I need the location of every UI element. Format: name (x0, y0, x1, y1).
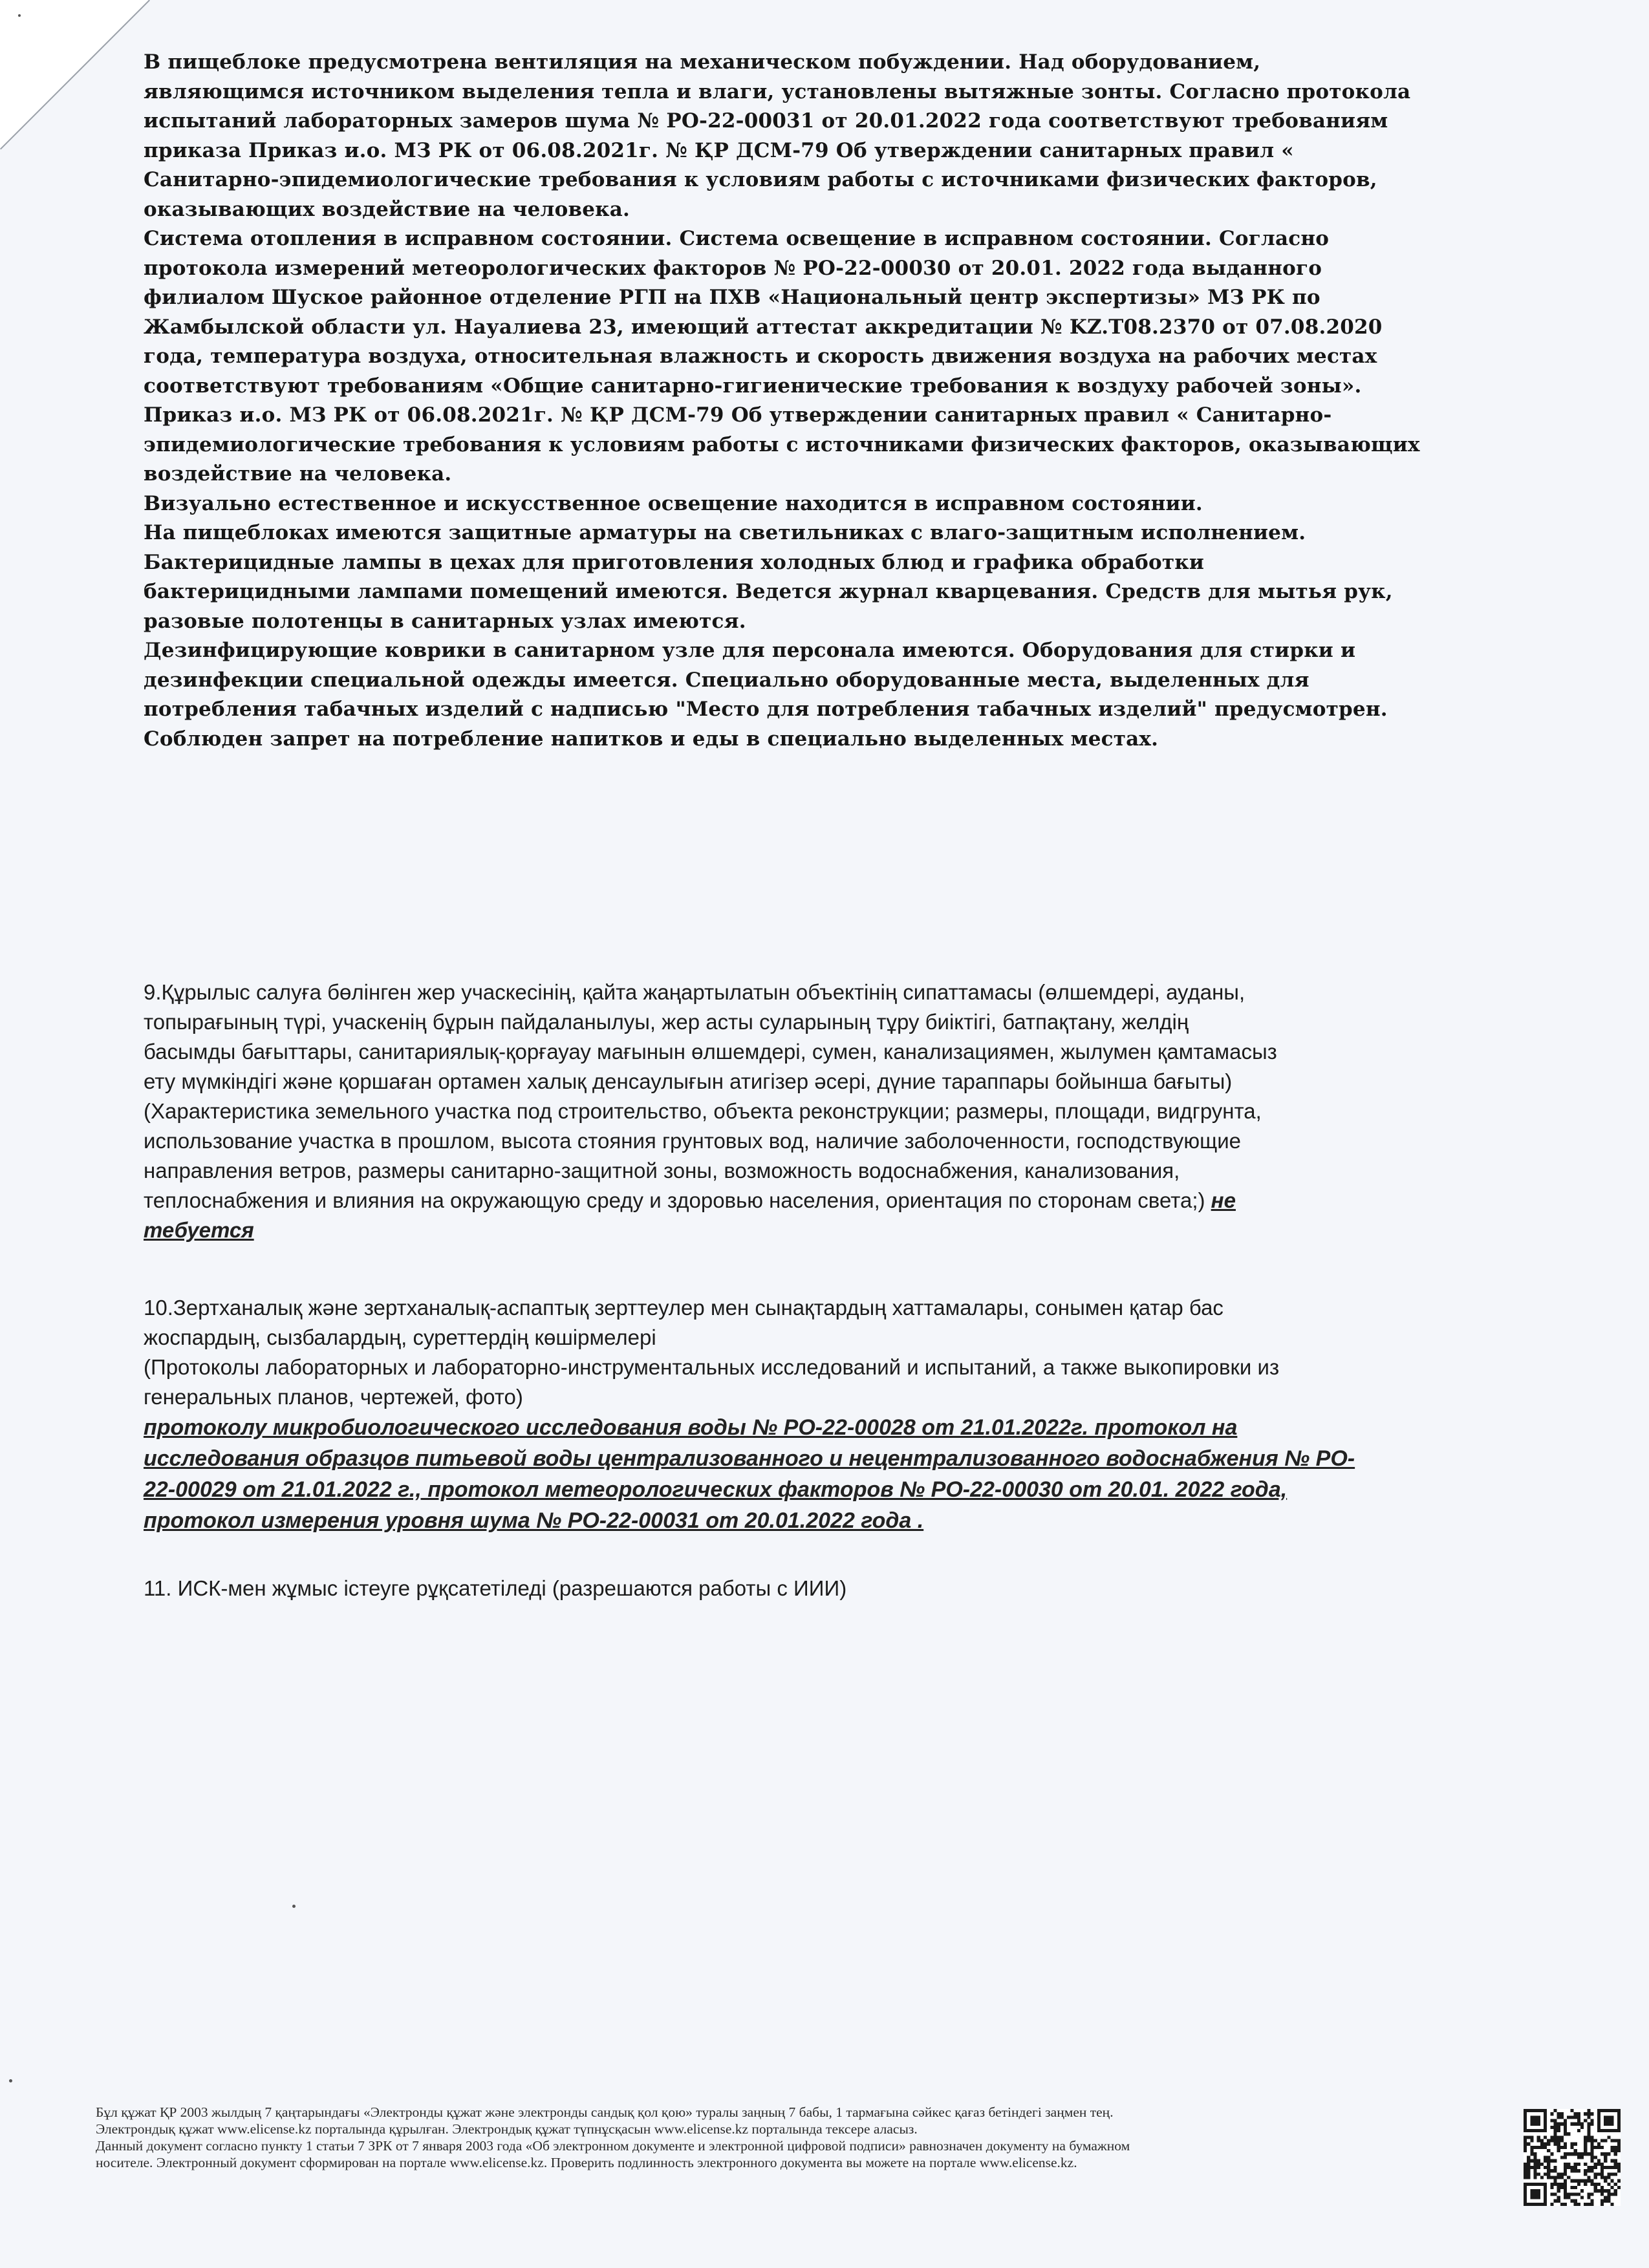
text-line: Дезинфицирующие коврики в санитарном узле для персонала имеются. Оборудования для стирки и (144, 639, 1356, 662)
scan-speck (9, 2079, 12, 2082)
text-line: потребления табачных изделий с надписью "Место для потребления табачных изделий" предусмотрен. (144, 698, 1388, 721)
text-line: (Протоколы лабораторных и лабораторно-инструментальных исследований и испытаний, а также выкопировки из (144, 1355, 1280, 1379)
text-line: топырағының түрі, учаскенің бұрын пайдаланылуы, жер асты суларының тұру биіктігі, батпақтану, желдің (144, 1010, 1189, 1034)
text-segment: теплоснабжения и влияния на окружающую среду и здоровью населения, ориентация по сторонам света;) (144, 1188, 1205, 1212)
text-line: испытаний лабораторных замеров шума № РО-22-00031 от 20.01.2022 года соответствуют требованиям (144, 109, 1388, 133)
section-10 (144, 1293, 1534, 1536)
protocol-reference: протокол измерения уровня шума № РО-22-00031 от 20.01.2022 года . (144, 1508, 924, 1533)
text-line: 9.Құрылыс салуға бөлінген жер учаскесінің, қайта жаңартылатын объектінің сипаттамасы (өлшемдері, ауданы, (144, 980, 1245, 1004)
text-line: направления ветров, размеры санитарно-защитной зоны, возможность водоснабжения, канализования, (144, 1159, 1180, 1182)
text-line: Приказ и.о. МЗ РК от 06.08.2021г. № ҚР ДСМ-79 Об утверждении санитарных правил « Санитарно- (144, 403, 1332, 427)
protocol-reference: протоколу микробиологического исследования воды № РО-22-00028 от 21.01.2022г. протокол на (144, 1415, 1238, 1440)
text-line: Система отопления в исправном состоянии. Система освещение в исправном состоянии. Согласно (144, 227, 1330, 250)
text-line: жоспардың, сызбалардың, суреттердің көшірмелері (144, 1325, 656, 1349)
text-line: соответствуют требованиям «Общие санитарно-гигиенические требования к воздуху рабочей зоны». (144, 374, 1362, 398)
text-line: воздействие на человека. (144, 462, 452, 486)
notice-line: Бұл құжат ҚР 2003 жылдың 7 қаңтарындағы «Электронды құжат және электронды сандық қол қою» туралы заңның 7 бабы, 1 тармағына сәйкес қағаз бетіндегі заңмен тең. (96, 2104, 1114, 2120)
text-line: Санитарно-эпидемиологические требования к условиям работы с источниками физических факторов, (144, 168, 1377, 191)
text-line: оказывающих воздействие на человека. (144, 197, 630, 221)
section-9 (144, 978, 1534, 1245)
scan-speck (292, 1905, 296, 1908)
text-line (144, 1215, 1534, 1245)
text-line: Соблюден запрет на потребление напитков и еды в специально выделенных местах. (144, 727, 1159, 751)
text-line: бактерицидными лампами помещений имеются. Ведется журнал кварцевания. Средств для мытья рук, (144, 580, 1393, 603)
text-line: Бактерицидные лампы в цехах для приготовления холодных блюд и графика обработки (144, 550, 1205, 574)
text-line: Жамбылской области ул. Науалиева 23, имеющий аттестат аккредитации № KZ.T08.2370 от 07.08.2020 (144, 315, 1383, 339)
text-line (144, 1186, 1534, 1215)
qr-code-icon (1524, 2109, 1621, 2206)
text-line: Визуально естественное и искусственное освещение находится в исправном состоянии. (144, 491, 1203, 515)
answer-text: тебуется (144, 1218, 254, 1242)
e-document-notice (96, 2104, 1505, 2171)
text-line: протокола измерений метеорологических факторов № РО-22-00030 от 20.01. 2022 года выданного (144, 256, 1322, 280)
text-line: разовые полотенцы в санитарных узлах имеются. (144, 609, 746, 633)
text-line: ету мүмкіндігі және қоршаған ортамен халық денсаулығын атигізер әсері, дүние тараппары бойынша бағыты) (144, 1069, 1233, 1093)
text-line: В пищеблоке предусмотрена вентиляция на механическом побуждении. Над оборудованием, (144, 50, 1261, 74)
text-line: 10.Зертханалық және зертханалық-аспаптық зерттеулер мен сынақтардың хаттамалары, сонымен қатар бас (144, 1296, 1223, 1320)
text-line: являющимся источником выделения тепла и влаги, установлены вытяжные зонты. Согласно протокола (144, 80, 1411, 103)
hygiene-conditions-text (144, 48, 1534, 754)
text-line: басымды бағыттары, санитариялық-қорғауау мағынын өлшемдері, сумен, канализациямен, жылумен қамтамасыз (144, 1040, 1277, 1064)
text-line: дезинфекции специальной одежды имеется. Специально оборудованные места, выделенных для (144, 668, 1310, 692)
text-line: 11. ИСК-мен жұмыс істеуге рұқсатетіледі (разрешаются работы с ИИИ) (144, 1576, 847, 1600)
text-line: приказа Приказ и.о. МЗ РК от 06.08.2021г. № ҚР ДСМ-79 Об утверждении санитарных правил « (144, 138, 1294, 162)
text-line: года, температура воздуха, относительная влажность и скорость движения воздуха на рабочих местах (144, 345, 1377, 368)
text-line: (Характеристика земельного участка под строительство, объекта реконструкции; размеры, площади, видгрунта, (144, 1099, 1262, 1123)
text-line: На пищеблоках имеются защитные арматуры на светильниках с влаго-защитным исполнением. (144, 521, 1306, 544)
notice-line: носителе. Электронный документ сформирован на портале www.elicense.kz. Проверить подлинность электронного документа вы можете на портале www.elicense.kz. (96, 2155, 1077, 2170)
text-line: эпидемиологические требования к условиям работы с источниками физических факторов, оказывающих (144, 433, 1420, 456)
section-11 (144, 1574, 1534, 1603)
notice-line: Электрондық құжат www.elicense.kz порталында құрылған. Электрондық құжат түпнұсқасын www.elicense.kz порталында тексере аласыз. (96, 2121, 918, 2137)
text-line: генеральных планов, чертежей, фото) (144, 1385, 523, 1409)
protocol-reference: исследования образцов питьевой воды централизованного и нецентрализованного водоснабжения № РО- (144, 1446, 1355, 1471)
notice-line: Данный документ согласно пункту 1 статьи 7 ЗРК от 7 января 2003 года «Об электронном документе и электронной цифровой подписи» равнозначен документу на бумажном (96, 2138, 1130, 2154)
protocol-reference: 22-00029 от 21.01.2022 г., протокол метеорологических факторов № РО-22-00030 от 20.01. 2022 года, (144, 1477, 1288, 1502)
text-line: филиалом Шуское районное отделение РГП на ПХВ «Национальный центр экспертизы» МЗ РК по (144, 286, 1320, 309)
answer-text: не (1211, 1188, 1236, 1212)
text-line: использование участка в прошлом, высота стояния грунтовых вод, наличие заболоченности, господствующие (144, 1129, 1242, 1153)
scan-speck (18, 14, 21, 17)
